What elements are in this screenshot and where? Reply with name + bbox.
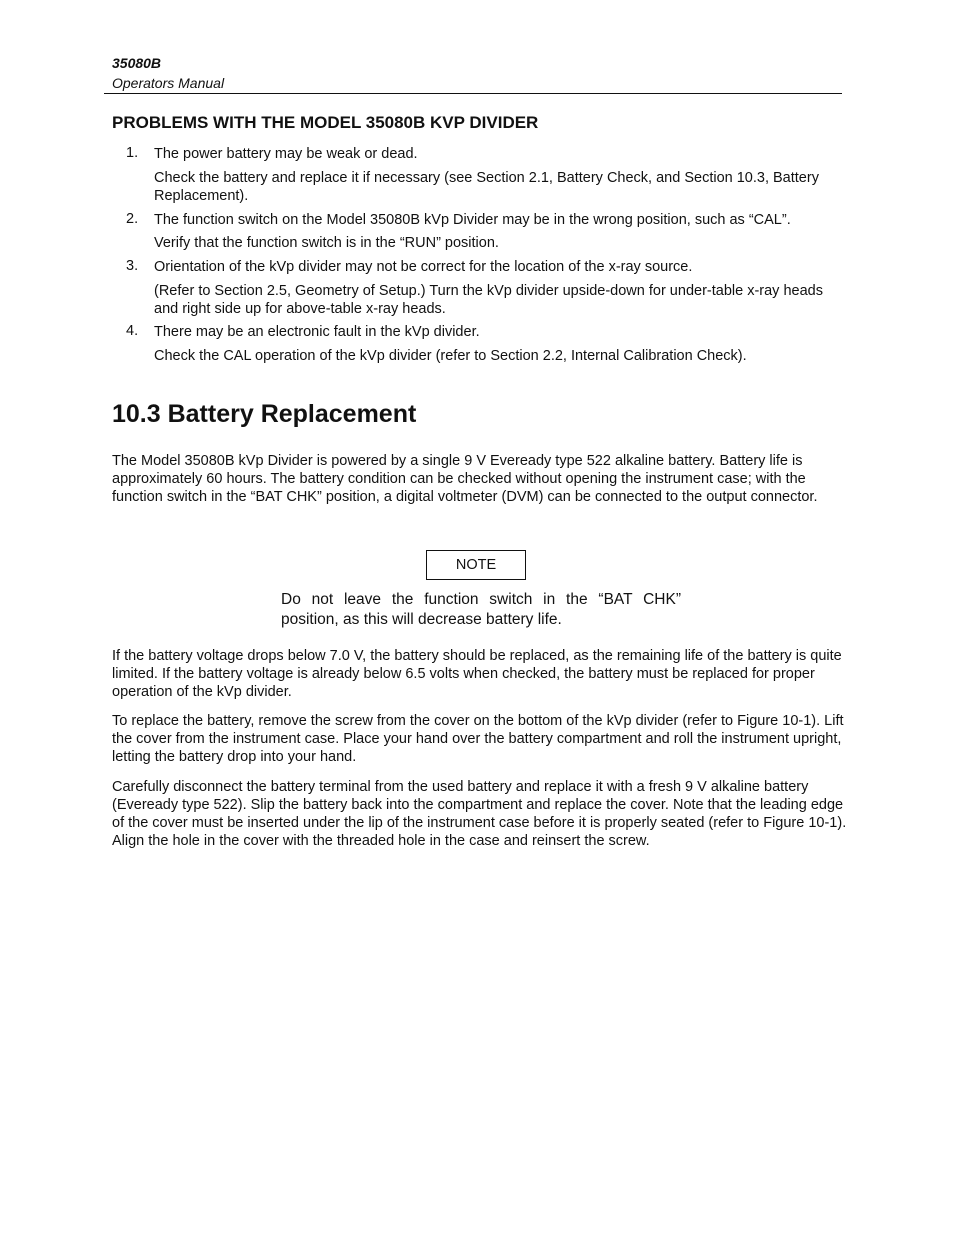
- note-label-box: NOTE: [426, 550, 526, 580]
- list-item-number: 2.: [126, 211, 139, 227]
- header-manual-title: Operators Manual: [112, 75, 225, 91]
- note-text: Do not leave the function switch in the “BAT CHK” position, as this will decrease battery life.: [281, 591, 681, 628]
- list-item-remedy: Check the CAL operation of the kVp divider (refer to Section 2.2, Internal Calibration Check).: [154, 348, 747, 364]
- list-item-problem: The power battery may be weak or dead.: [154, 146, 418, 162]
- battery-disconnect-paragraph: Carefully disconnect the battery terminal from the used battery and replace it with a fresh 9 V alkaline battery (Eveready type 522). Slip the battery back into the compartment and replace the cover. Note that the leading edge of the cover must be inserted under the lip of the instrument case before it is properly seated (refer to Figure 10-1). Align the hole in the cover with the threaded hole in the case and reinsert the screw.: [112, 779, 847, 849]
- list-item-remedy: Verify that the function switch is in the “RUN” position.: [154, 235, 499, 251]
- problems-section-title: PROBLEMS WITH THE MODEL 35080B KVP DIVIDER: [112, 113, 539, 132]
- list-item-number: 1.: [126, 145, 139, 161]
- list-item-problem: Orientation of the kVp divider may not be correct for the location of the x-ray source.: [154, 259, 693, 275]
- list-item-number: 3.: [126, 258, 139, 274]
- list-item-remedy: Check the battery and replace it if necessary (see Section 2.1, Battery Check, and Section 10.3, Battery Replacement).: [154, 170, 819, 204]
- battery-replace-paragraph: To replace the battery, remove the screw from the cover on the bottom of the kVp divider (refer to Figure 10-1). Lift the cover from the instrument case. Place your hand over the battery compartment and roll the instrument upright, letting the battery drop into your hand.: [112, 713, 844, 765]
- battery-voltage-paragraph: If the battery voltage drops below 7.0 V, the battery should be replaced, as the remaining life of the battery is quite limited. If the battery voltage is already below 6.5 volts when checked, the battery must be replaced for proper operation of the kVp divider.: [112, 648, 842, 700]
- list-item-remedy: (Refer to Section 2.5, Geometry of Setup.) Turn the kVp divider upside-down for under-table x-ray heads and right side up for above-table x-ray heads.: [154, 283, 823, 317]
- battery-section-heading: 10.3 Battery Replacement: [112, 400, 417, 428]
- header-divider: [104, 93, 842, 94]
- list-item-problem: The function switch on the Model 35080B kVp Divider may be in the wrong position, such as “CAL”.: [154, 212, 791, 228]
- battery-intro-paragraph: The Model 35080B kVp Divider is powered by a single 9 V Eveready type 522 alkaline battery. Battery life is approximately 60 hours. The battery condition can be checked without opening the instrument case; with the function switch in the “BAT CHK” position, a digital voltmeter (DVM) can be connected to the output connector.: [112, 453, 818, 505]
- list-item-number: 4.: [126, 323, 139, 339]
- list-item-problem: There may be an electronic fault in the kVp divider.: [154, 324, 480, 340]
- header-model: 35080B: [112, 55, 162, 71]
